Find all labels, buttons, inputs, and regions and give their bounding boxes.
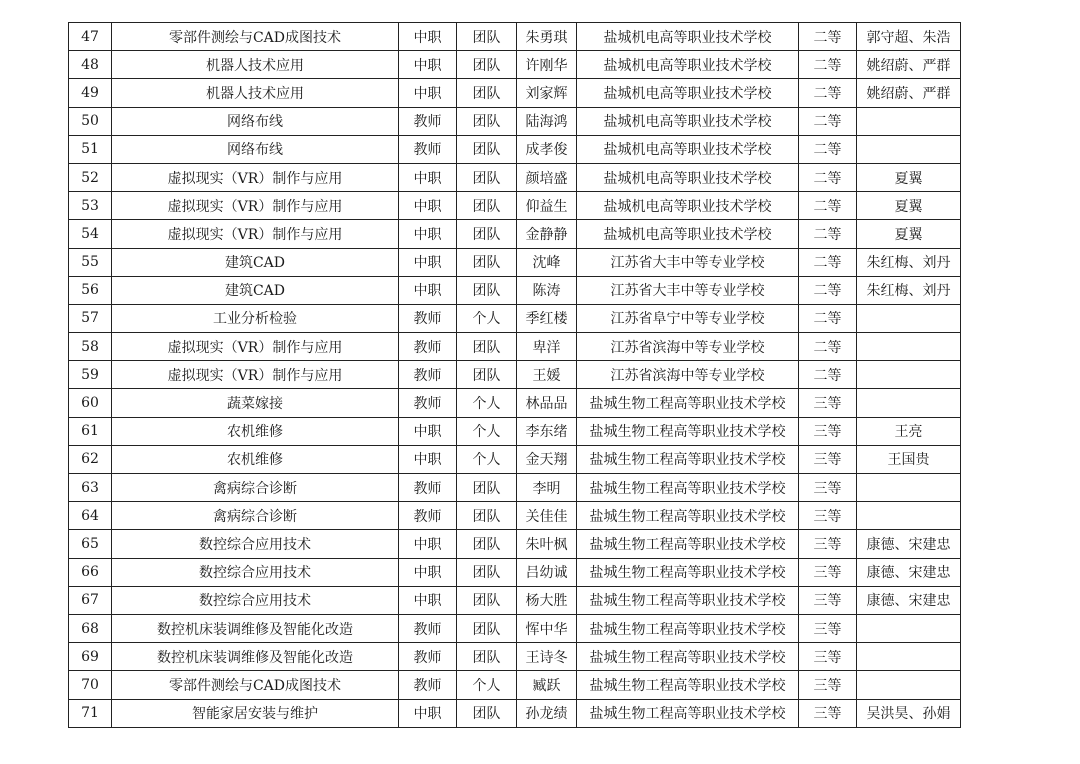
table-row <box>69 614 961 642</box>
table-row <box>69 417 961 445</box>
event-name-cell: 零部件测绘与CAD成图技术 <box>112 23 399 51</box>
school-name-cell: 盐城生物工程高等职业技术学校 <box>577 586 799 614</box>
row-number-cell: 64 <box>69 502 112 530</box>
prize-level-cell: 三等 <box>799 671 857 699</box>
table-row <box>69 276 961 304</box>
coach-names-cell <box>857 614 961 642</box>
entry-type-cell: 团队 <box>457 107 517 135</box>
row-number-cell: 58 <box>69 333 112 361</box>
entry-type-cell: 个人 <box>457 671 517 699</box>
table-row <box>69 107 961 135</box>
row-number-cell: 60 <box>69 389 112 417</box>
event-name-cell: 虚拟现实（VR）制作与应用 <box>112 333 399 361</box>
prize-level-cell: 三等 <box>799 643 857 671</box>
table-row <box>69 389 961 417</box>
row-number-cell: 71 <box>69 699 112 727</box>
school-name-cell: 盐城生物工程高等职业技术学校 <box>577 558 799 586</box>
coach-names-cell: 夏翼 <box>857 220 961 248</box>
event-name-cell: 蔬菜嫁接 <box>112 389 399 417</box>
event-name-cell: 机器人技术应用 <box>112 79 399 107</box>
coach-names-cell <box>857 643 961 671</box>
level-cell: 中职 <box>399 699 457 727</box>
school-name-cell: 盐城生物工程高等职业技术学校 <box>577 643 799 671</box>
coach-names-cell: 康德、宋建忠 <box>857 558 961 586</box>
table-row <box>69 220 961 248</box>
entry-type-cell: 团队 <box>457 502 517 530</box>
school-name-cell: 盐城机电高等职业技术学校 <box>577 220 799 248</box>
prize-level-cell: 三等 <box>799 586 857 614</box>
contestant-name-cell: 王诗冬 <box>517 643 577 671</box>
contestant-name-cell: 朱叶枫 <box>517 530 577 558</box>
coach-names-cell: 朱红梅、刘丹 <box>857 276 961 304</box>
coach-names-cell: 王国贵 <box>857 445 961 473</box>
level-cell: 中职 <box>399 586 457 614</box>
prize-level-cell: 三等 <box>799 445 857 473</box>
prize-level-cell: 二等 <box>799 304 857 332</box>
prize-level-cell: 二等 <box>799 361 857 389</box>
row-number-cell: 50 <box>69 107 112 135</box>
level-cell: 教师 <box>399 107 457 135</box>
school-name-cell: 盐城机电高等职业技术学校 <box>577 51 799 79</box>
prize-level-cell: 二等 <box>799 276 857 304</box>
contestant-name-cell: 关佳佳 <box>517 502 577 530</box>
event-name-cell: 数控综合应用技术 <box>112 558 399 586</box>
prize-level-cell: 二等 <box>799 23 857 51</box>
level-cell: 中职 <box>399 417 457 445</box>
contestant-name-cell: 杨大胜 <box>517 586 577 614</box>
prize-level-cell: 二等 <box>799 135 857 163</box>
row-number-cell: 66 <box>69 558 112 586</box>
school-name-cell: 江苏省滨海中等专业学校 <box>577 333 799 361</box>
table-row <box>69 51 961 79</box>
prize-level-cell: 三等 <box>799 530 857 558</box>
event-name-cell: 数控综合应用技术 <box>112 530 399 558</box>
level-cell: 教师 <box>399 474 457 502</box>
prize-level-cell: 三等 <box>799 417 857 445</box>
row-number-cell: 65 <box>69 530 112 558</box>
prize-level-cell: 二等 <box>799 220 857 248</box>
row-number-cell: 49 <box>69 79 112 107</box>
row-number-cell: 55 <box>69 248 112 276</box>
row-number-cell: 69 <box>69 643 112 671</box>
contestant-name-cell: 金静静 <box>517 220 577 248</box>
level-cell: 教师 <box>399 389 457 417</box>
row-number-cell: 61 <box>69 417 112 445</box>
event-name-cell: 虚拟现实（VR）制作与应用 <box>112 163 399 191</box>
entry-type-cell: 团队 <box>457 474 517 502</box>
prize-level-cell: 三等 <box>799 389 857 417</box>
entry-type-cell: 团队 <box>457 530 517 558</box>
row-number-cell: 51 <box>69 135 112 163</box>
prize-level-cell: 二等 <box>799 107 857 135</box>
table-row <box>69 699 961 727</box>
table-row <box>69 643 961 671</box>
entry-type-cell: 团队 <box>457 586 517 614</box>
table-row <box>69 361 961 389</box>
table-row <box>69 671 961 699</box>
event-name-cell: 数控机床装调维修及智能化改造 <box>112 643 399 671</box>
school-name-cell: 江苏省大丰中等专业学校 <box>577 276 799 304</box>
prize-level-cell: 三等 <box>799 699 857 727</box>
contestant-name-cell: 臧跃 <box>517 671 577 699</box>
level-cell: 教师 <box>399 361 457 389</box>
row-number-cell: 68 <box>69 614 112 642</box>
level-cell: 教师 <box>399 333 457 361</box>
level-cell: 中职 <box>399 163 457 191</box>
school-name-cell: 盐城生物工程高等职业技术学校 <box>577 530 799 558</box>
school-name-cell: 盐城生物工程高等职业技术学校 <box>577 389 799 417</box>
level-cell: 教师 <box>399 502 457 530</box>
row-number-cell: 63 <box>69 474 112 502</box>
level-cell: 教师 <box>399 643 457 671</box>
school-name-cell: 盐城机电高等职业技术学校 <box>577 192 799 220</box>
table-row <box>69 530 961 558</box>
coach-names-cell <box>857 361 961 389</box>
row-number-cell: 48 <box>69 51 112 79</box>
school-name-cell: 盐城机电高等职业技术学校 <box>577 23 799 51</box>
school-name-cell: 盐城生物工程高等职业技术学校 <box>577 502 799 530</box>
table-row <box>69 502 961 530</box>
contestant-name-cell: 陈涛 <box>517 276 577 304</box>
entry-type-cell: 团队 <box>457 192 517 220</box>
contestant-name-cell: 许刚华 <box>517 51 577 79</box>
school-name-cell: 盐城机电高等职业技术学校 <box>577 107 799 135</box>
entry-type-cell: 团队 <box>457 135 517 163</box>
event-name-cell: 数控综合应用技术 <box>112 586 399 614</box>
event-name-cell: 数控机床装调维修及智能化改造 <box>112 614 399 642</box>
school-name-cell: 盐城生物工程高等职业技术学校 <box>577 417 799 445</box>
row-number-cell: 67 <box>69 586 112 614</box>
entry-type-cell: 团队 <box>457 163 517 191</box>
coach-names-cell: 夏翼 <box>857 192 961 220</box>
contestant-name-cell: 李明 <box>517 474 577 502</box>
event-name-cell: 禽病综合诊断 <box>112 474 399 502</box>
contestant-name-cell: 王媛 <box>517 361 577 389</box>
contestant-name-cell: 沈峰 <box>517 248 577 276</box>
event-name-cell: 农机维修 <box>112 445 399 473</box>
prize-level-cell: 二等 <box>799 51 857 79</box>
level-cell: 中职 <box>399 192 457 220</box>
entry-type-cell: 团队 <box>457 361 517 389</box>
event-name-cell: 虚拟现实（VR）制作与应用 <box>112 220 399 248</box>
contestant-name-cell: 成孝俊 <box>517 135 577 163</box>
results-table <box>68 22 961 728</box>
level-cell: 中职 <box>399 558 457 586</box>
row-number-cell: 57 <box>69 304 112 332</box>
contestant-name-cell: 颜培盛 <box>517 163 577 191</box>
entry-type-cell: 团队 <box>457 248 517 276</box>
entry-type-cell: 个人 <box>457 389 517 417</box>
table-row <box>69 474 961 502</box>
table-row <box>69 445 961 473</box>
row-number-cell: 56 <box>69 276 112 304</box>
contestant-name-cell: 朱勇琪 <box>517 23 577 51</box>
table-row <box>69 248 961 276</box>
level-cell: 教师 <box>399 614 457 642</box>
event-name-cell: 智能家居安装与维护 <box>112 699 399 727</box>
prize-level-cell: 二等 <box>799 163 857 191</box>
results-table-body <box>69 23 961 728</box>
row-number-cell: 47 <box>69 23 112 51</box>
prize-level-cell: 二等 <box>799 192 857 220</box>
coach-names-cell <box>857 474 961 502</box>
level-cell: 教师 <box>399 304 457 332</box>
school-name-cell: 盐城生物工程高等职业技术学校 <box>577 699 799 727</box>
row-number-cell: 59 <box>69 361 112 389</box>
contestant-name-cell: 季红楼 <box>517 304 577 332</box>
prize-level-cell: 二等 <box>799 248 857 276</box>
level-cell: 教师 <box>399 671 457 699</box>
entry-type-cell: 团队 <box>457 79 517 107</box>
entry-type-cell: 个人 <box>457 445 517 473</box>
contestant-name-cell: 金天翔 <box>517 445 577 473</box>
table-row <box>69 304 961 332</box>
coach-names-cell <box>857 389 961 417</box>
entry-type-cell: 团队 <box>457 276 517 304</box>
prize-level-cell: 三等 <box>799 474 857 502</box>
table-row <box>69 333 961 361</box>
level-cell: 中职 <box>399 51 457 79</box>
coach-names-cell <box>857 135 961 163</box>
level-cell: 中职 <box>399 23 457 51</box>
event-name-cell: 虚拟现实（VR）制作与应用 <box>112 361 399 389</box>
school-name-cell: 盐城机电高等职业技术学校 <box>577 79 799 107</box>
entry-type-cell: 团队 <box>457 51 517 79</box>
event-name-cell: 网络布线 <box>112 107 399 135</box>
coach-names-cell: 郭守超、朱浩 <box>857 23 961 51</box>
coach-names-cell <box>857 333 961 361</box>
coach-names-cell <box>857 304 961 332</box>
entry-type-cell: 团队 <box>457 614 517 642</box>
coach-names-cell: 姚绍蔚、严群 <box>857 51 961 79</box>
entry-type-cell: 个人 <box>457 304 517 332</box>
event-name-cell: 建筑CAD <box>112 276 399 304</box>
coach-names-cell: 朱红梅、刘丹 <box>857 248 961 276</box>
level-cell: 中职 <box>399 445 457 473</box>
event-name-cell: 虚拟现实（VR）制作与应用 <box>112 192 399 220</box>
school-name-cell: 盐城生物工程高等职业技术学校 <box>577 445 799 473</box>
table-row <box>69 135 961 163</box>
row-number-cell: 62 <box>69 445 112 473</box>
event-name-cell: 网络布线 <box>112 135 399 163</box>
school-name-cell: 江苏省大丰中等专业学校 <box>577 248 799 276</box>
school-name-cell: 盐城机电高等职业技术学校 <box>577 135 799 163</box>
event-name-cell: 机器人技术应用 <box>112 51 399 79</box>
row-number-cell: 53 <box>69 192 112 220</box>
school-name-cell: 盐城生物工程高等职业技术学校 <box>577 671 799 699</box>
prize-level-cell: 二等 <box>799 333 857 361</box>
table-row <box>69 558 961 586</box>
prize-level-cell: 三等 <box>799 614 857 642</box>
table-row <box>69 163 961 191</box>
event-name-cell: 建筑CAD <box>112 248 399 276</box>
table-row <box>69 192 961 220</box>
coach-names-cell: 王亮 <box>857 417 961 445</box>
contestant-name-cell: 孙龙绩 <box>517 699 577 727</box>
coach-names-cell <box>857 671 961 699</box>
table-row <box>69 23 961 51</box>
school-name-cell: 江苏省阜宁中等专业学校 <box>577 304 799 332</box>
event-name-cell: 禽病综合诊断 <box>112 502 399 530</box>
contestant-name-cell: 仰益生 <box>517 192 577 220</box>
level-cell: 中职 <box>399 220 457 248</box>
table-row <box>69 79 961 107</box>
contestant-name-cell: 卑洋 <box>517 333 577 361</box>
level-cell: 中职 <box>399 530 457 558</box>
coach-names-cell: 吴洪昊、孙娟 <box>857 699 961 727</box>
coach-names-cell: 康德、宋建忠 <box>857 586 961 614</box>
school-name-cell: 盐城生物工程高等职业技术学校 <box>577 474 799 502</box>
level-cell: 中职 <box>399 79 457 107</box>
coach-names-cell: 康德、宋建忠 <box>857 530 961 558</box>
contestant-name-cell: 吕幼诚 <box>517 558 577 586</box>
entry-type-cell: 团队 <box>457 558 517 586</box>
prize-level-cell: 二等 <box>799 79 857 107</box>
row-number-cell: 52 <box>69 163 112 191</box>
entry-type-cell: 团队 <box>457 23 517 51</box>
entry-type-cell: 团队 <box>457 220 517 248</box>
contestant-name-cell: 刘家辉 <box>517 79 577 107</box>
contestant-name-cell: 恽中华 <box>517 614 577 642</box>
table-row <box>69 586 961 614</box>
contestant-name-cell: 李东绪 <box>517 417 577 445</box>
contestant-name-cell: 陆海鸿 <box>517 107 577 135</box>
event-name-cell: 工业分析检验 <box>112 304 399 332</box>
school-name-cell: 江苏省滨海中等专业学校 <box>577 361 799 389</box>
coach-names-cell: 姚绍蔚、严群 <box>857 79 961 107</box>
school-name-cell: 盐城生物工程高等职业技术学校 <box>577 614 799 642</box>
prize-level-cell: 三等 <box>799 502 857 530</box>
school-name-cell: 盐城机电高等职业技术学校 <box>577 163 799 191</box>
contestant-name-cell: 林品品 <box>517 389 577 417</box>
event-name-cell: 农机维修 <box>112 417 399 445</box>
level-cell: 中职 <box>399 248 457 276</box>
row-number-cell: 54 <box>69 220 112 248</box>
coach-names-cell: 夏翼 <box>857 163 961 191</box>
level-cell: 教师 <box>399 135 457 163</box>
entry-type-cell: 团队 <box>457 643 517 671</box>
coach-names-cell <box>857 502 961 530</box>
row-number-cell: 70 <box>69 671 112 699</box>
prize-level-cell: 三等 <box>799 558 857 586</box>
entry-type-cell: 团队 <box>457 333 517 361</box>
level-cell: 中职 <box>399 276 457 304</box>
entry-type-cell: 团队 <box>457 699 517 727</box>
event-name-cell: 零部件测绘与CAD成图技术 <box>112 671 399 699</box>
entry-type-cell: 个人 <box>457 417 517 445</box>
coach-names-cell <box>857 107 961 135</box>
